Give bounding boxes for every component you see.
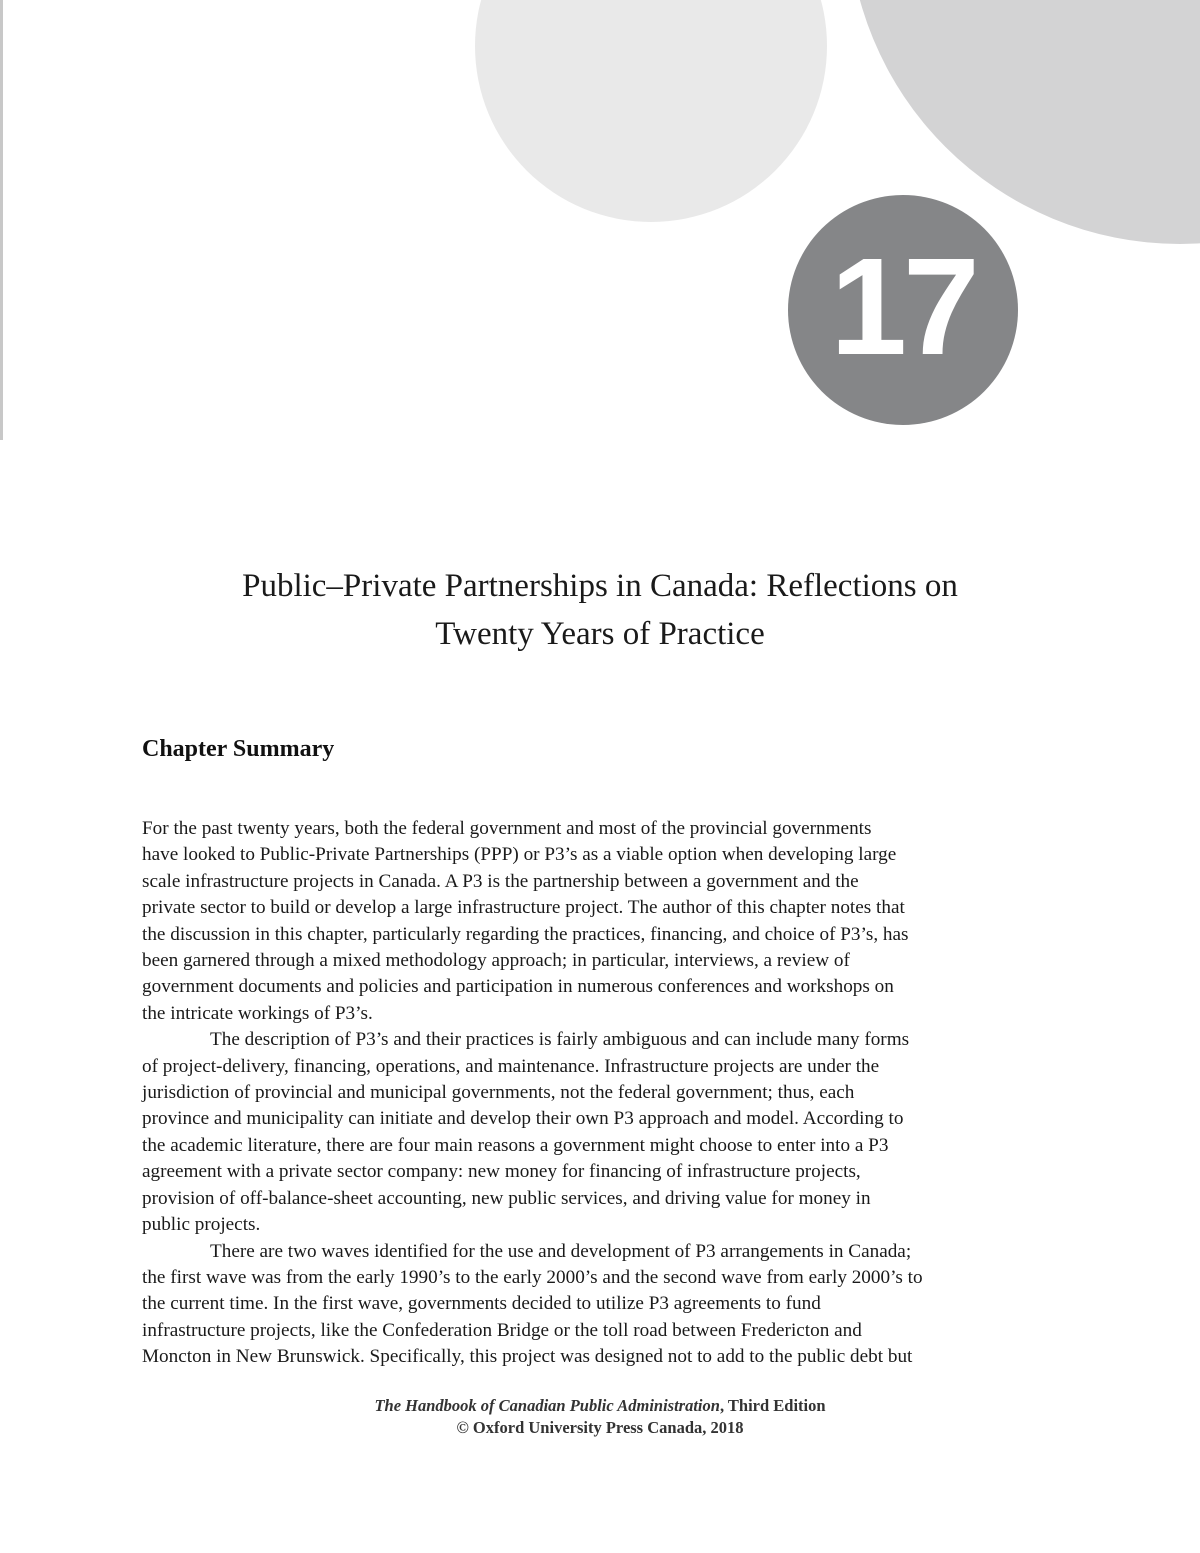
body-line: scale infrastructure projects in Canada. A P3 is the partnership between a government and the: [142, 870, 859, 892]
body-line: public projects.: [142, 1214, 261, 1236]
body-line: private sector to build or develop a large infrastructure project. The author of this chapter notes that: [142, 897, 905, 919]
chapter-title: [100, 562, 1100, 658]
body-line: The description of P3’s and their practices is fairly ambiguous and can include many forms: [210, 1029, 910, 1051]
body-line: the academic literature, there are four main reasons a government might choose to enter into a P3: [142, 1134, 889, 1156]
decorative-circle-light: [475, 0, 827, 222]
page-edge-line: [0, 0, 3, 440]
body-line: agreement with a private sector company: new money for financing of infrastructure projects,: [142, 1161, 861, 1183]
section-heading: Chapter Summary: [142, 736, 335, 762]
body-line: the intricate workings of P3’s.: [142, 1002, 373, 1024]
chapter-summary-text: [142, 816, 1060, 1371]
footer-book-line: [100, 1395, 1100, 1417]
chapter-title-line-2: Twenty Years of Practice: [435, 616, 765, 652]
body-line: been garnered through a mixed methodology approach; in particular, interviews, a review of: [142, 950, 850, 972]
body-line: province and municipality can initiate and develop their own P3 approach and model. According to: [142, 1108, 904, 1130]
body-line: There are two waves identified for the use and development of P3 arrangements in Canada;: [210, 1240, 912, 1262]
chapter-number-badge: [788, 195, 1018, 425]
body-line: jurisdiction of provincial and municipal governments, not the federal government; thus, each: [142, 1082, 855, 1104]
page-footer: [100, 1395, 1100, 1439]
body-line: government documents and policies and participation in numerous conferences and workshops on: [142, 976, 894, 998]
body-line: the current time. In the first wave, governments decided to utilize P3 agreements to fund: [142, 1293, 821, 1315]
body-line: have looked to Public-Private Partnerships (PPP) or P3’s as a viable option when developing large: [142, 844, 897, 866]
chapter-number: 17: [830, 230, 976, 384]
body-line: of project-delivery, financing, operations, and maintenance. Infrastructure projects are under the: [142, 1055, 880, 1077]
body-line: Moncton in New Brunswick. Specifically, this project was designed not to add to the public debt but: [142, 1346, 913, 1368]
body-line: infrastructure projects, like the Confederation Bridge or the toll road between Fredericton and: [142, 1319, 862, 1341]
body-line: For the past twenty years, both the federal government and most of the provincial governments: [142, 818, 872, 839]
body-line: provision of off-balance-sheet accounting, new public services, and driving value for money in: [142, 1187, 871, 1209]
footer-edition: , Third Edition: [719, 1396, 826, 1415]
footer-copyright: © Oxford University Press Canada, 2018: [456, 1418, 744, 1437]
body-line: the discussion in this chapter, particularly regarding the practices, financing, and choice of P3’s, has: [142, 923, 909, 945]
body-line: the first wave was from the early 1990’s to the early 2000’s and the second wave from early 2000’s to: [142, 1266, 923, 1288]
footer-book-title: The Handbook of Canadian Public Administration: [374, 1396, 720, 1415]
chapter-title-line-1: Public–Private Partnerships in Canada: Reflections on: [242, 568, 958, 604]
